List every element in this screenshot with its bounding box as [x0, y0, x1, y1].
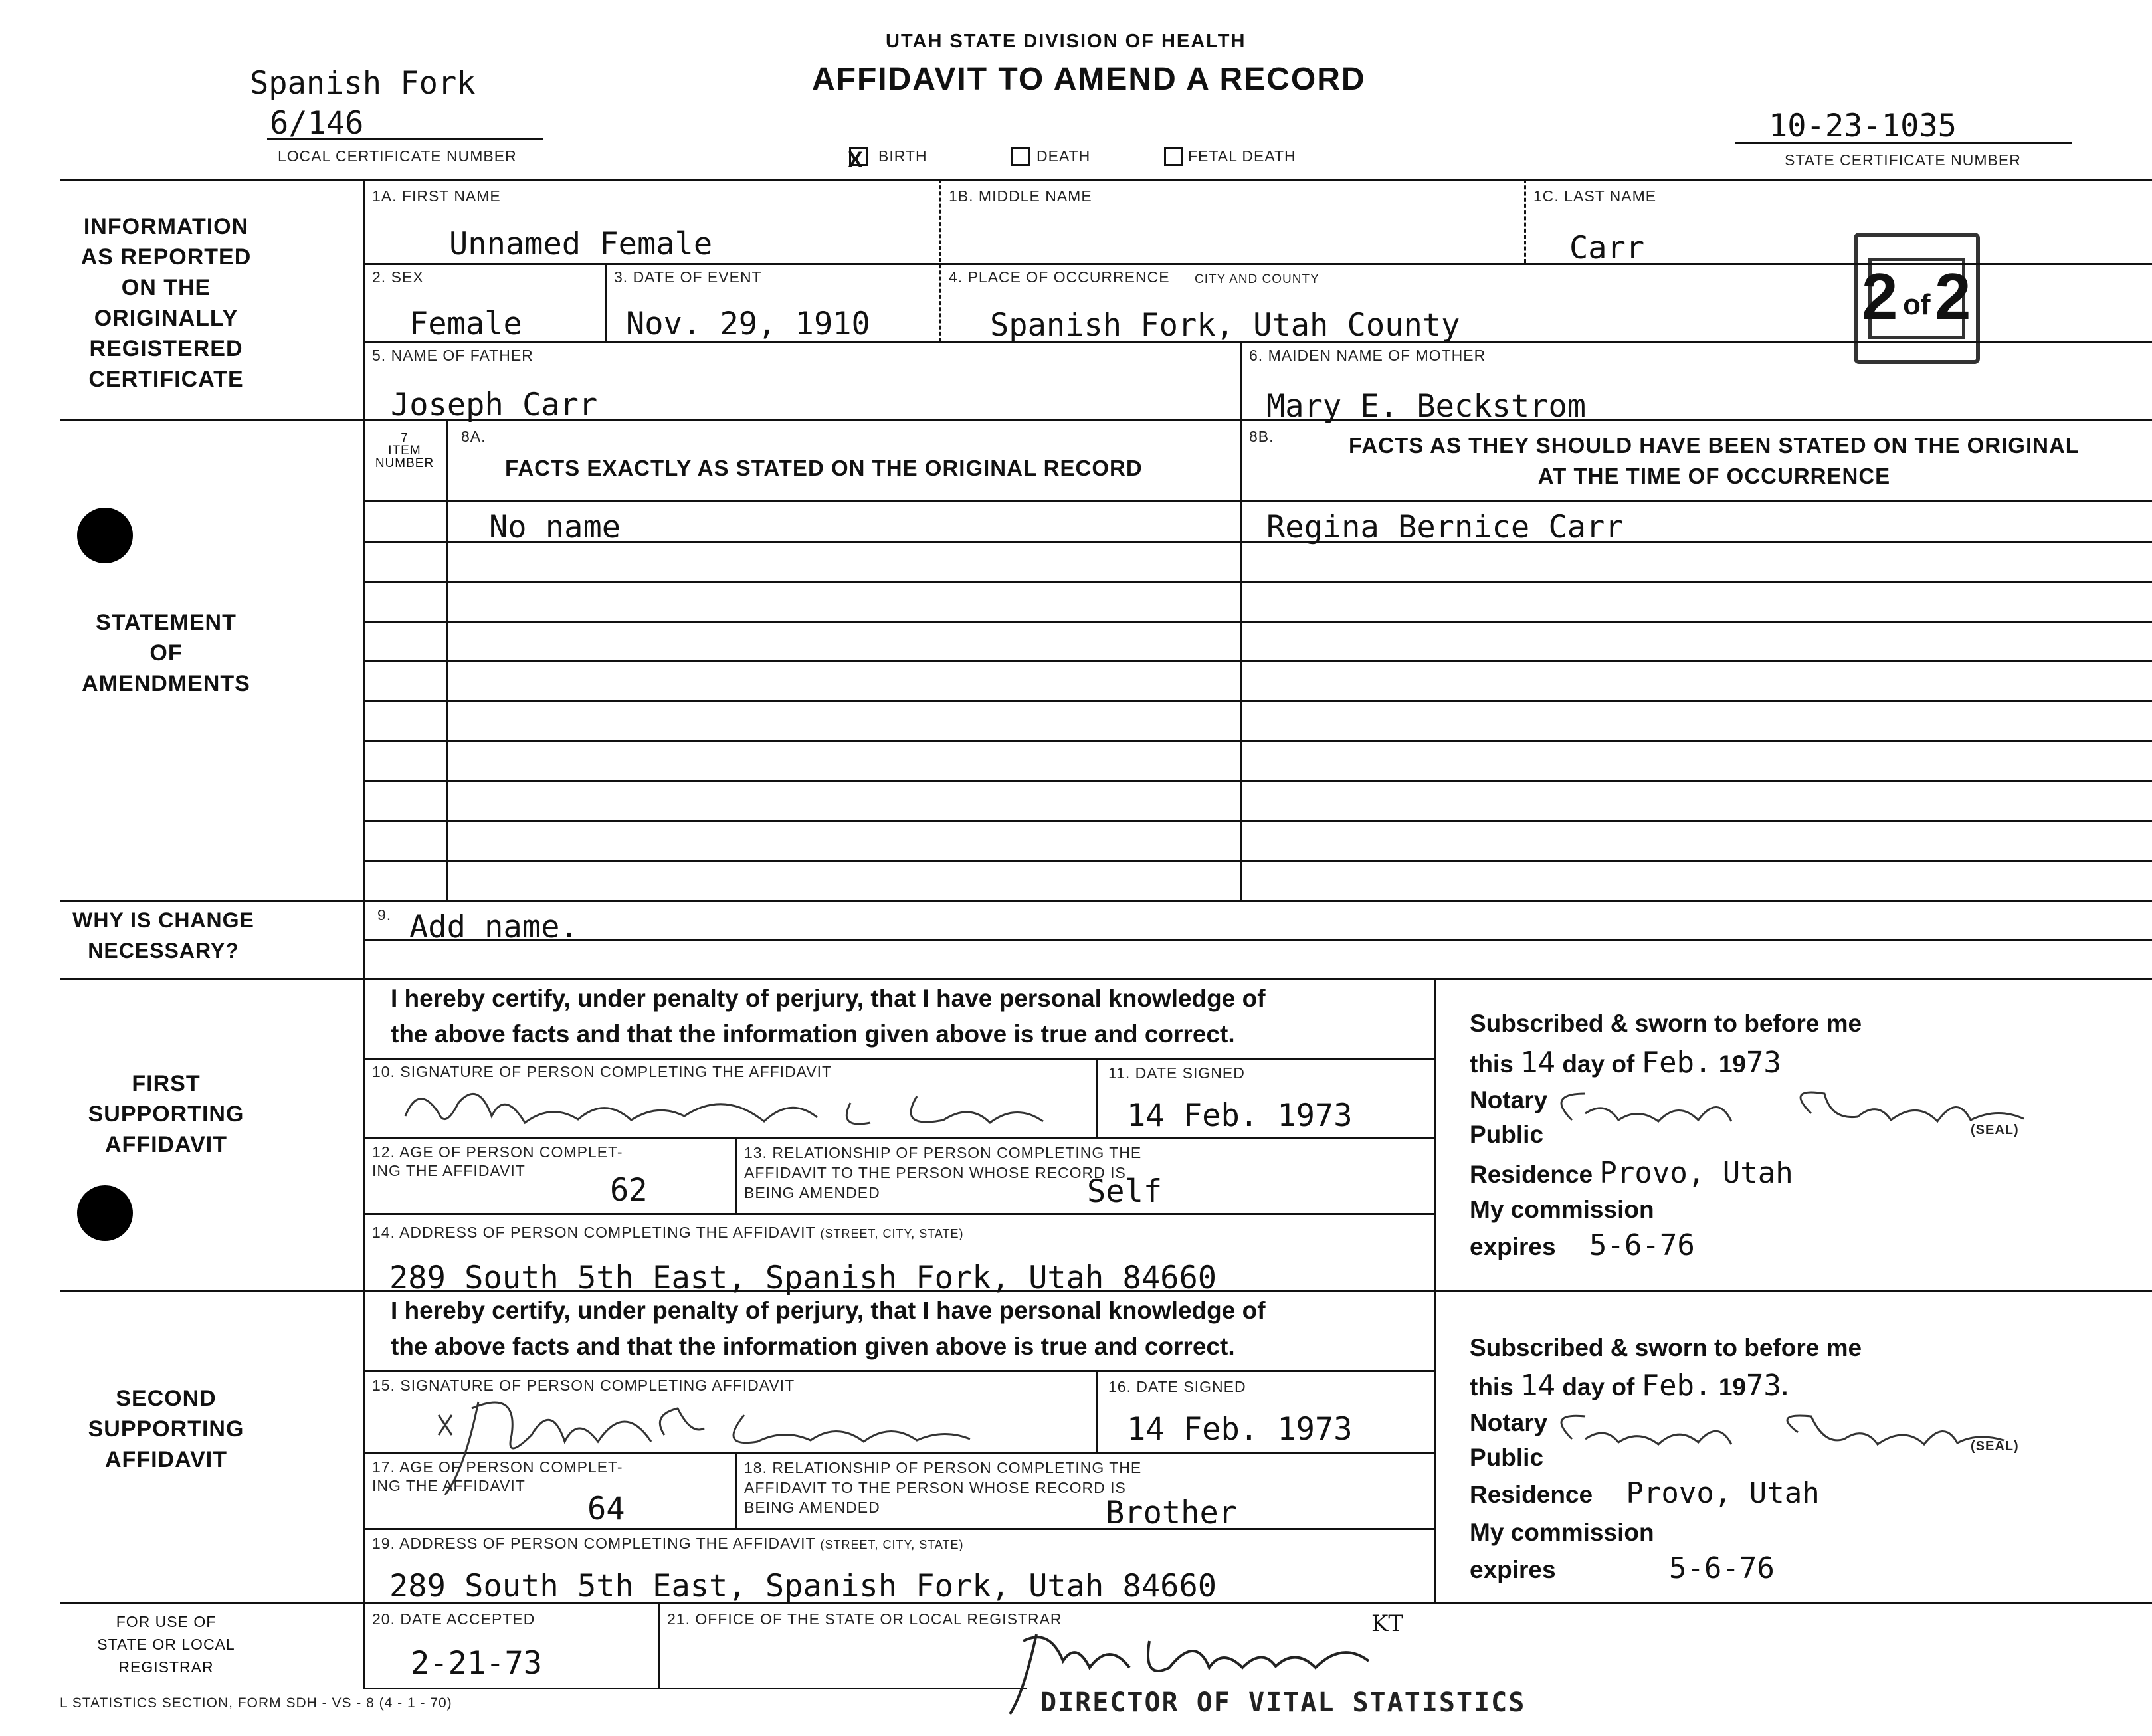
birth-check-mark: X	[848, 147, 863, 173]
mother-label: 6. MAIDEN NAME OF MOTHER	[1249, 347, 1486, 364]
date-of-event-label: 3. DATE OF EVENT	[614, 268, 762, 286]
date-accepted-label: 20. DATE ACCEPTED	[372, 1610, 536, 1628]
local-number-label: LOCAL CERTIFICATE NUMBER	[278, 147, 517, 165]
first-relationship-label: 13. RELATIONSHIP OF PERSON COMPLETING THE AFFIDAVIT TO THE PERSON WHOSE RECORD IS BEING AMENDED	[744, 1144, 1142, 1201]
first-name-label: 1A. FIRST NAME	[372, 187, 501, 205]
col-a-header: FACTS EXACTLY AS STATED ON THE ORIGINAL RECORD	[505, 456, 1143, 480]
local-certificate-number: 6/146	[270, 105, 364, 142]
second-notary-line1: Subscribed & sworn to before me	[1470, 1334, 1862, 1361]
first-notary-day: 14	[1520, 1046, 1556, 1080]
second-relationship-value: Brother	[1106, 1495, 1238, 1531]
registrar-office-label: 21. OFFICE OF THE STATE OR LOCAL REGISTRAR	[667, 1610, 1062, 1628]
second-expires-value: 5-6-76	[1668, 1551, 1775, 1585]
middle-name-label: 1B. MIDDLE NAME	[949, 187, 1092, 205]
second-age-value: 64	[587, 1491, 625, 1527]
amendment-corrected-value: Regina Bernice Carr	[1266, 509, 1624, 545]
first-notary-year: 73	[1745, 1046, 1781, 1080]
fetal-death-checkbox[interactable]	[1164, 147, 1183, 166]
first-notary-seal: (SEAL)	[1971, 1123, 2019, 1137]
first-certify-text: I hereby certify, under penalty of perjury, that I have personal knowledge of the above facts and that the information given above is true and correct.	[391, 985, 1266, 1048]
first-name-value: Unnamed Female	[449, 226, 713, 262]
agency-name: UTAH STATE DIVISION OF HEALTH	[886, 31, 1246, 52]
col-a-number: 8A.	[461, 428, 486, 445]
second-notary-year: 73	[1745, 1369, 1781, 1402]
second-commission: My commission expires 5-6-76	[1470, 1519, 1775, 1585]
first-relationship-value: Self	[1087, 1173, 1163, 1210]
place-sublabel: CITY AND COUNTY	[1195, 272, 1320, 286]
first-date-label: 11. DATE SIGNED	[1108, 1064, 1245, 1082]
registrar-initials: KT	[1371, 1610, 1404, 1637]
second-notary-seal: (SEAL)	[1971, 1439, 2019, 1454]
place-value: Spanish Fork, Utah County	[990, 307, 1460, 343]
state-certificate-number: 10-23-1035	[1769, 108, 1957, 144]
why-value: Add name.	[409, 909, 579, 945]
first-affidavit-section-label: FIRST SUPPORTING AFFIDAVIT	[88, 1071, 245, 1157]
first-notary-month: Feb.	[1641, 1046, 1712, 1080]
second-address-label: 19. ADDRESS OF PERSON COMPLETING THE AFFIDAVIT (STREET, CITY, STATE)	[372, 1535, 964, 1552]
first-commission: My commission expires 5-6-76	[1470, 1196, 1695, 1262]
first-residence-value: Provo, Utah	[1599, 1156, 1793, 1190]
local-place: Spanish Fork	[250, 65, 476, 102]
father-value: Joseph Carr	[391, 387, 598, 423]
why-section-label: WHY IS CHANGE NECESSARY?	[72, 908, 254, 963]
original-info-section-label: INFORMATION AS REPORTED ON THE ORIGINALLY REGISTERED CERTIFICATE	[80, 214, 252, 392]
punch-hole-icon	[77, 508, 133, 563]
second-relationship-label: 18. RELATIONSHIP OF PERSON COMPLETING THE AFFIDAVIT TO THE PERSON WHOSE RECORD IS BEING AMENDED	[744, 1459, 1142, 1516]
first-signature	[392, 1076, 1070, 1143]
state-number-label: STATE CERTIFICATE NUMBER	[1785, 151, 2021, 169]
first-age-value: 62	[610, 1172, 648, 1208]
death-label: DEATH	[1036, 147, 1091, 165]
second-date-label: 16. DATE SIGNED	[1108, 1378, 1246, 1395]
first-address-value: 289 South 5th East, Spanish Fork, Utah 84660	[389, 1260, 1217, 1296]
second-age-label: 17. AGE OF PERSON COMPLET- ING THE AFFIDAVIT	[372, 1458, 623, 1494]
second-notary-line2: this 14 day of Feb. 1973.	[1470, 1369, 1789, 1402]
stamp-total: 2	[1935, 260, 1971, 333]
stamp-of: of	[1903, 288, 1931, 321]
first-date-value: 14 Feb. 1973	[1127, 1098, 1353, 1134]
sex-value: Female	[409, 306, 522, 342]
second-notary-label: Notary Public	[1470, 1409, 1548, 1471]
first-age-label: 12. AGE OF PERSON COMPLET- ING THE AFFIDAVIT	[372, 1143, 623, 1179]
second-date-value: 14 Feb. 1973	[1127, 1411, 1353, 1448]
second-notary-month: Feb.	[1641, 1369, 1712, 1402]
first-address-label: 14. ADDRESS OF PERSON COMPLETING THE AFFIDAVIT (STREET, CITY, STATE)	[372, 1224, 964, 1241]
first-signature-label: 10. SIGNATURE OF PERSON COMPLETING THE AFFIDAVIT	[372, 1063, 832, 1080]
first-expires-value: 5-6-76	[1589, 1228, 1695, 1262]
father-label: 5. NAME OF FATHER	[372, 347, 534, 364]
form-title: AFFIDAVIT TO AMEND A RECORD	[812, 62, 1366, 97]
death-checkbox[interactable]	[1011, 147, 1030, 166]
punch-hole-icon	[77, 1185, 133, 1241]
second-residence: Residence Provo, Utah	[1470, 1476, 1820, 1510]
first-notary-line1: Subscribed & sworn to before me	[1470, 1010, 1862, 1037]
registrar-section-label: FOR USE OF STATE OR LOCAL REGISTRAR	[97, 1613, 235, 1676]
page-count-stamp	[1854, 233, 1980, 364]
sex-label: 2. SEX	[372, 268, 424, 286]
amendments-section-label: STATEMENT OF AMENDMENTS	[82, 610, 250, 696]
date-accepted-value: 2-21-73	[411, 1645, 543, 1682]
amendment-original-value: No name	[489, 509, 621, 545]
col-b-header: FACTS AS THEY SHOULD HAVE BEEN STATED ON THE ORIGINAL AT THE TIME OF OCCURRENCE	[1349, 433, 2080, 488]
col-b-number: 8B.	[1249, 428, 1274, 445]
date-of-event-value: Nov. 29, 1910	[626, 306, 870, 342]
first-residence: Residence Provo, Utah	[1470, 1156, 1793, 1190]
fetal-death-label: FETAL DEATH	[1188, 147, 1296, 165]
first-notary-line2: this 14 day of Feb. 1973	[1470, 1046, 1781, 1080]
director-stamp: DIRECTOR OF VITAL STATISTICS	[1040, 1688, 1526, 1718]
second-certify-text: I hereby certify, under penalty of perjury, that I have personal knowledge of the above facts and that the information given above is true and correct.	[391, 1297, 1266, 1360]
second-address-value: 289 South 5th East, Spanish Fork, Utah 84660	[389, 1568, 1217, 1604]
stamp-number: 2	[1862, 260, 1898, 333]
last-name-value: Carr	[1569, 230, 1645, 266]
item-number-header: 7 ITEM NUMBER	[375, 431, 435, 470]
second-affidavit-section-label: SECOND SUPPORTING AFFIDAVIT	[88, 1386, 245, 1472]
first-notary-label: Notary Public	[1470, 1086, 1548, 1148]
birth-label: BIRTH	[878, 147, 928, 165]
second-notary-signature	[1545, 1406, 2010, 1466]
last-name-label: 1C. LAST NAME	[1533, 187, 1657, 205]
why-number: 9.	[377, 906, 392, 923]
mother-value: Mary E. Beckstrom	[1266, 388, 1587, 425]
second-notary-day: 14	[1520, 1369, 1556, 1402]
form-id: L STATISTICS SECTION, FORM SDH - VS - 8 (4 - 1 - 70)	[60, 1695, 452, 1711]
place-label: 4. PLACE OF OCCURRENCE	[949, 268, 1170, 286]
second-residence-value: Provo, Utah	[1626, 1476, 1820, 1510]
second-signature-label: 15. SIGNATURE OF PERSON COMPLETING AFFIDAVIT	[372, 1377, 795, 1394]
